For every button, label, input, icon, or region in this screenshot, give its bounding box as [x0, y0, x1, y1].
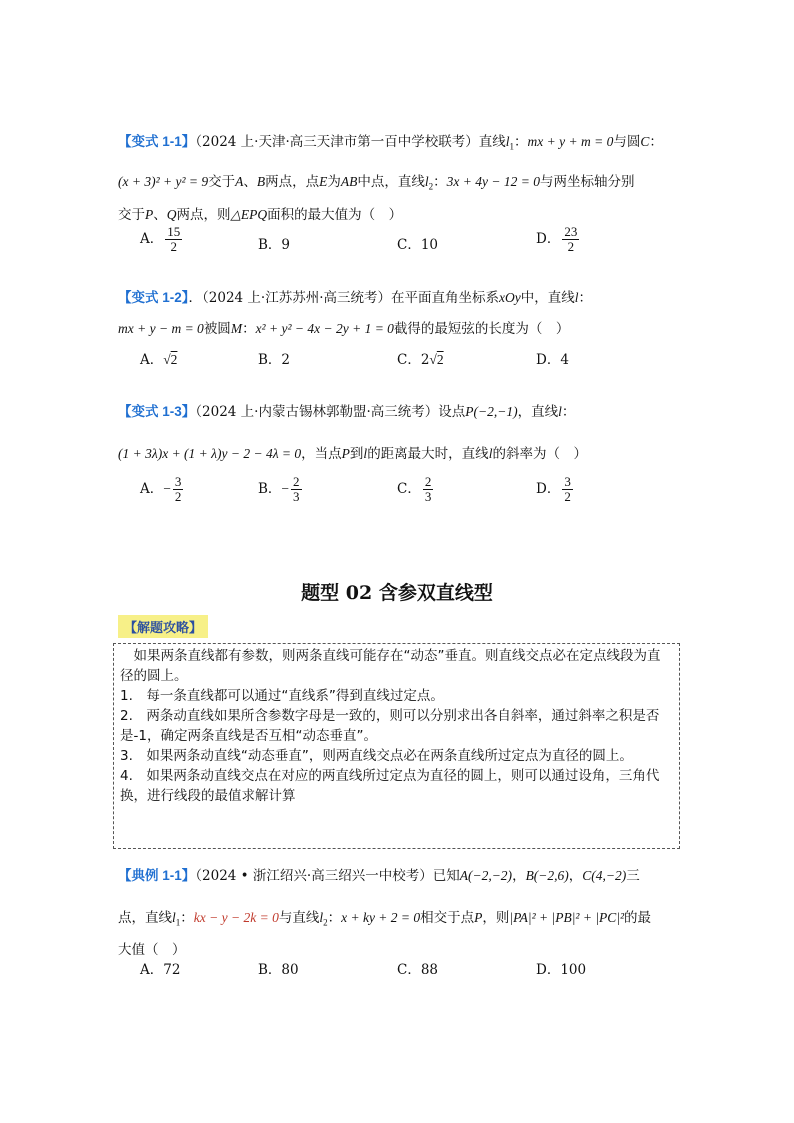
text: 两点，点 [265, 174, 320, 190]
question-source: （2024 上·内蒙古锡林郭勒盟·高三统考）设点 [195, 404, 466, 420]
text: 与两坐标轴分别 [540, 174, 635, 190]
text: 两点，则 [176, 207, 231, 223]
tip-1: 1. 每一条直线都可以通过“直线系”得到直线过定点。 [120, 688, 444, 704]
tip-2-line-1: 2. 两条动直线如果所含参数字母是一致的，则可以分别求出各自斜率，通过斜率之积是否 [120, 708, 660, 724]
line-name: l [172, 910, 176, 925]
triangle-name: △EPQ [230, 207, 268, 222]
option-label: D． [536, 231, 561, 247]
option-d[interactable]: D．4 [536, 352, 569, 368]
question-line [118, 906, 651, 928]
option-d[interactable]: D．100 [536, 962, 587, 978]
option-b[interactable]: B．80 [258, 962, 299, 978]
punct: ： [433, 174, 447, 190]
punct: ： [649, 134, 663, 150]
text: 大值（ ） [118, 942, 186, 958]
punct: ： [242, 321, 256, 337]
line-name: l [505, 134, 510, 149]
fraction [562, 475, 573, 504]
text: 交于 [118, 207, 145, 223]
strategy-label: 【解题攻略】 [118, 615, 208, 638]
text: 、 [243, 174, 257, 190]
punct: ， [512, 868, 526, 884]
text: 的最 [624, 910, 652, 926]
equation: kx − y − 2k = 0 [193, 910, 279, 925]
point-name: E [319, 174, 328, 189]
numerator: 3 [174, 474, 182, 489]
option-label: D． [536, 481, 561, 497]
text: 与圆 [613, 134, 641, 150]
numerator: 2 [293, 474, 300, 489]
fraction [562, 225, 579, 254]
question-line [118, 400, 575, 420]
option-a[interactable] [140, 225, 184, 254]
minus-sign: − [281, 481, 290, 496]
numerator: 15 [167, 224, 181, 239]
subscript: 1 [509, 141, 515, 152]
point-name: Q [166, 207, 177, 222]
line-name: l [363, 446, 368, 461]
question-tag: 【变式 1-1】 [118, 134, 196, 149]
circle-name: C [640, 134, 650, 149]
equation: mx + y + m = 0 [527, 134, 614, 149]
point-coordinates: A(−2,−2) [459, 868, 513, 883]
option-label: A． [140, 481, 164, 497]
punct: ： [578, 290, 592, 306]
option-a[interactable]: A．72 [140, 962, 181, 978]
tip-2-line-2: 是-1，确定两条直线是否互相“动态垂直”。 [120, 728, 377, 744]
denominator: 2 [170, 239, 177, 254]
question-line [118, 203, 402, 223]
question-line [118, 130, 663, 152]
point-name: B [256, 174, 266, 189]
sqrt: √2 [163, 352, 178, 367]
punct: ： [327, 910, 342, 926]
denominator: 2 [174, 489, 182, 504]
punct: ： [180, 910, 194, 926]
question-line [118, 317, 569, 337]
text: 中点，直线 [357, 174, 425, 190]
equation: x + ky + 2 = 0 [341, 910, 421, 925]
point-coordinates: P(−2,−1) [465, 404, 518, 419]
tip-4-line-2: 换，进行线段的最值求解计算 [120, 788, 296, 804]
point-coordinates: B(−2,6) [525, 868, 569, 883]
option-d[interactable] [536, 225, 581, 254]
fraction [165, 225, 182, 254]
section-title: 题型 02 含参双直线型 [301, 582, 493, 604]
coordinate-system: xOy [499, 290, 521, 305]
subscript: 1 [175, 917, 181, 928]
punct: ： [514, 134, 528, 150]
option-d[interactable] [536, 475, 575, 504]
option-c[interactable] [397, 348, 444, 368]
option-c[interactable]: C．88 [397, 962, 439, 978]
question-line [118, 938, 186, 958]
option-label: A． [140, 352, 164, 368]
text: 点，直线 [118, 910, 172, 926]
question-tag: 【变式 1-3】 [118, 404, 196, 419]
point-coordinates: C(4,−2) [582, 868, 627, 883]
equation: (x + 3)² + y² = 9 [118, 174, 209, 189]
punct: ： [561, 404, 576, 420]
option-label: C． [397, 481, 421, 497]
text: 中，直线 [520, 290, 575, 306]
tip-4-line-1: 4. 如果两条动直线交点在对应的两直线所过定点为直径的圆上，则可以通过设角，三角代 [120, 768, 660, 784]
text: 三 [626, 868, 640, 884]
option-label: A． [140, 231, 164, 247]
text: 交于 [208, 174, 236, 190]
option-c[interactable] [397, 475, 435, 504]
text: 的距离最大时，直线 [367, 446, 489, 462]
text: 的斜率为（ ） [492, 446, 587, 462]
text: 、 [153, 207, 167, 223]
option-c[interactable]: C．10 [397, 237, 439, 253]
text: 相交于点 [420, 910, 475, 926]
denominator: 2 [567, 239, 575, 254]
fraction [423, 475, 434, 504]
question-tag: 【典例 1-1】 [118, 868, 196, 883]
text: 截得的最短弦的长度为（ ） [393, 321, 570, 337]
numerator: 3 [564, 474, 571, 489]
text: 到 [349, 446, 364, 462]
circle-name: M [230, 321, 243, 336]
question-source: （2024 上·天津·高三天津市第一百中学校联考）直线 [195, 134, 506, 150]
numerator: 2 [424, 474, 432, 489]
option-b[interactable] [258, 475, 304, 504]
option-label: B． [258, 481, 282, 497]
question-tag: 【变式 1-2】 [118, 290, 189, 305]
tip-intro-line-2: 径的圆上。 [120, 668, 188, 684]
text: ，当点 [301, 446, 342, 462]
line-name: l [488, 446, 493, 461]
line-name: l [558, 404, 562, 419]
tip-intro-line-1: 如果两条直线都有参数，则两条直线可能存在“动态”垂直。则直线交点必在定点线段为直 [120, 648, 661, 664]
expression: |PA|² + |PB|² + |PC|² [509, 910, 625, 925]
segment-name: AB [340, 174, 358, 189]
punct: ， [568, 868, 583, 884]
text: 与直线 [278, 910, 320, 926]
point-name: P [145, 207, 154, 222]
option-b[interactable]: B．9 [258, 237, 291, 253]
line-name: l [319, 910, 324, 925]
denominator: 3 [424, 489, 432, 504]
text: 被圆 [203, 321, 231, 337]
option-b[interactable]: B．2 [258, 352, 291, 368]
fraction [173, 475, 184, 504]
radicand: 2 [170, 352, 178, 367]
question-line [118, 286, 592, 306]
text: 为 [327, 174, 341, 190]
equation: 3x + 4y − 12 = 0 [446, 174, 540, 189]
subscript: 2 [428, 181, 434, 192]
question-line [118, 170, 635, 192]
line-name: l [574, 290, 579, 305]
question-source: ．（2024 上·江苏苏州·高三统考）在平面直角坐标系 [188, 290, 499, 306]
fraction [291, 475, 302, 504]
strategy-box [113, 643, 680, 849]
radicand: 2 [436, 352, 444, 367]
denominator: 3 [293, 489, 300, 504]
equation: (1 + 3λ)x + (1 + λ)y − 2 − 4λ = 0 [118, 446, 302, 461]
equation: x² + y² − 4x − 2y + 1 = 0 [255, 321, 394, 336]
question-line [118, 864, 640, 884]
point-name: A [235, 174, 244, 189]
numerator: 23 [564, 224, 578, 239]
text: 面积的最大值为（ ） [267, 207, 403, 223]
option-a[interactable] [140, 475, 185, 504]
option-label: C．2 [397, 352, 430, 368]
tip-3: 3. 如果两条动直线“动态垂直”，则两直线交点必在两条直线所过定点为直径的圆上。 [120, 748, 633, 764]
option-a[interactable] [140, 348, 177, 368]
point-name: P [341, 446, 350, 461]
line-name: l [424, 174, 429, 189]
subscript: 2 [323, 917, 328, 928]
minus-sign: − [163, 481, 171, 496]
text: ，则 [482, 910, 510, 926]
sqrt: √2 [429, 352, 444, 367]
question-line [118, 442, 587, 462]
equation: mx + y − m = 0 [118, 321, 204, 336]
point-name: P [474, 910, 483, 925]
question-source: （2024 • 浙江绍兴·高三绍兴一中校考）已知 [195, 868, 460, 884]
denominator: 2 [564, 489, 571, 504]
text: ，直线 [517, 404, 559, 420]
